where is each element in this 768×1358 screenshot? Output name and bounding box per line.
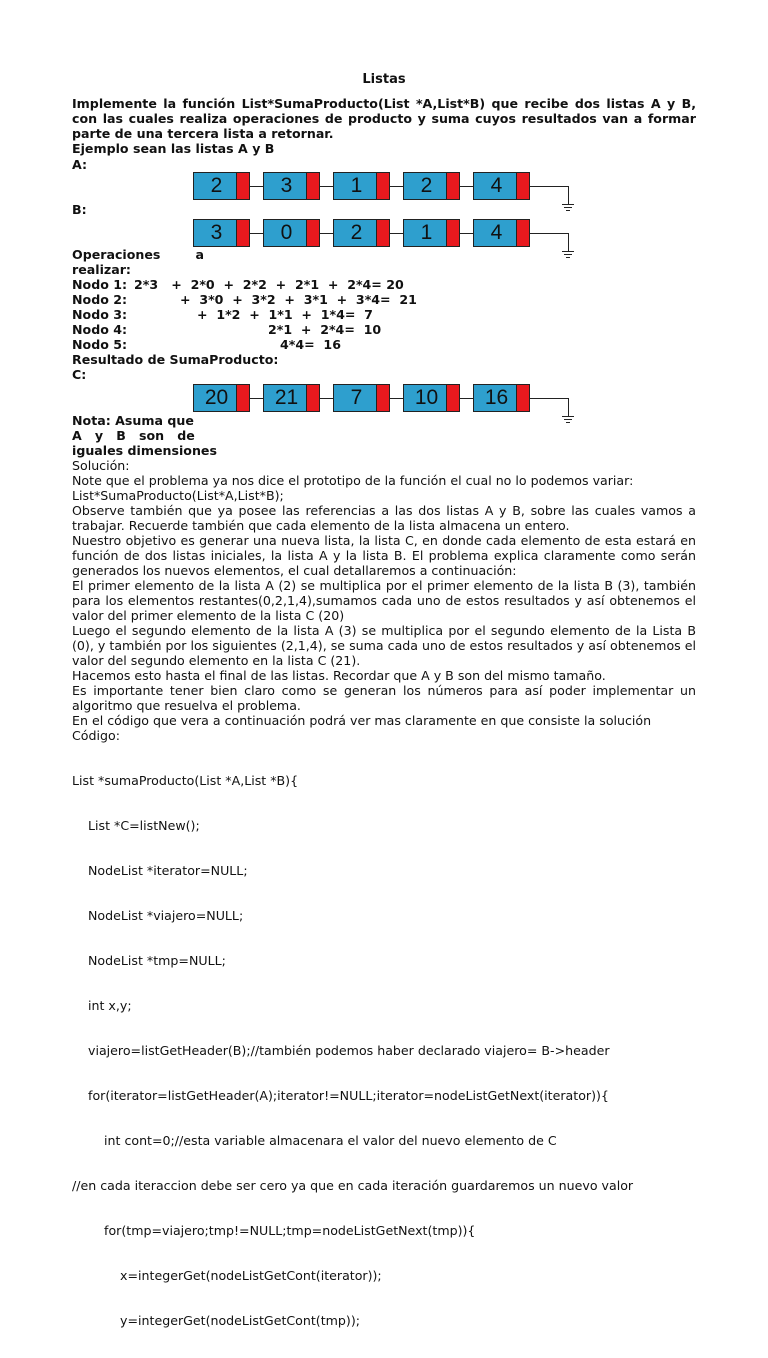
node-link-arrow <box>460 398 473 399</box>
node-value: 20 <box>204 386 229 409</box>
node-link-arrow <box>250 398 263 399</box>
page-title: Listas <box>362 72 406 87</box>
node-2-label: Nodo 2: <box>72 292 128 307</box>
node-link-arrow <box>250 233 263 234</box>
label-list-a: A: <box>72 157 88 172</box>
list-node <box>403 172 460 200</box>
code-line: List *C=listNew(); <box>72 818 200 833</box>
node-link-arrow <box>250 186 263 187</box>
code-block <box>72 743 633 1358</box>
node-value: 1 <box>420 221 433 244</box>
code-line: for(iterator=listGetHeader(A);iterator!=NULL;iterator=nodeListGetNext(iterator)){ <box>72 1088 609 1103</box>
paragraph: Código: <box>72 728 120 743</box>
ground-line <box>564 207 572 208</box>
node-value: 1 <box>350 174 363 197</box>
null-link <box>530 186 568 187</box>
node-link-arrow <box>390 233 403 234</box>
node-5-expr: 4*4= 16 <box>280 337 341 352</box>
code-line: int x,y; <box>72 998 132 1013</box>
ground-line <box>566 210 570 211</box>
list-node <box>333 219 390 247</box>
ground-line <box>562 204 574 205</box>
ground-null-icon <box>568 398 569 416</box>
ground-line <box>562 251 574 252</box>
paragraph: Nuestro objetivo es generar una nueva lista, la lista C, en donde cada elemento de esta estará en función de dos listas iniciales, la lista A y la lista B. El problema explica claramente como serán generados los nuevos elementos, el cual detallaremos a continuación: <box>72 533 696 578</box>
null-link <box>530 398 568 399</box>
node-link-arrow <box>390 186 403 187</box>
node-value: 21 <box>274 386 299 409</box>
node-next-pointer <box>376 220 389 246</box>
note-line-1: Nota: Asuma que <box>72 413 194 428</box>
node-5-label: Nodo 5: <box>72 337 128 352</box>
node-3-label: Nodo 3: <box>72 307 128 322</box>
node-value: 3 <box>210 221 223 244</box>
ground-line <box>566 257 570 258</box>
node-1-expr: 2*3 + 2*0 + 2*2 + 2*1 + 2*4= 20 <box>134 277 404 292</box>
example-line: Ejemplo sean las listas A y B <box>72 141 275 156</box>
node-value: 2 <box>420 174 433 197</box>
node-value: 2 <box>210 174 223 197</box>
code-line: //en cada iteraccion debe ser cero ya que en cada iteración guardaremos un nuevo valor <box>72 1178 634 1193</box>
node-value: 4 <box>490 174 503 197</box>
node-next-pointer <box>376 173 389 199</box>
node-value: 16 <box>484 386 509 409</box>
node-1-label: Nodo 1: <box>72 277 128 292</box>
node-link-arrow <box>320 186 333 187</box>
paragraph: Luego el segundo elemento de la lista A (3) se multiplica por el segundo elemento de la Lista B (0), y también por los siguientes (2,1,4), se suma cada uno de estos resultados y así obtenemos el valor del segundo elemento en la lista C (21). <box>72 623 696 668</box>
code-line: x=integerGet(nodeListGetCont(iterator)); <box>72 1268 382 1283</box>
list-node <box>403 384 460 412</box>
code-line: viajero=listGetHeader(B);//también podemos haber declarado viajero= B->header <box>72 1043 610 1058</box>
node-value: 10 <box>414 386 439 409</box>
ground-line <box>562 416 574 417</box>
node-next-pointer <box>446 220 459 246</box>
list-node <box>473 384 530 412</box>
list-node <box>263 219 320 247</box>
paragraph: Es importante tener bien claro como se generan los números para así poder implementar un algoritmo que resuelva el problema. <box>72 683 696 713</box>
code-line: int cont=0;//esta variable almacenara el valor del nuevo elemento de C <box>72 1133 557 1148</box>
code-line: NodeList *viajero=NULL; <box>72 908 244 923</box>
list-node <box>193 384 250 412</box>
node-next-pointer <box>306 220 319 246</box>
problem-statement <box>72 96 696 156</box>
node-link-arrow <box>460 233 473 234</box>
ground-null-icon <box>568 186 569 204</box>
node-next-pointer <box>306 385 319 411</box>
paragraph: El primer elemento de la lista A (2) se multiplica por el primer elemento de la lista B (3), también para los elementos restantes(0,2,1,4),sumamos cada uno de estos resultados y así obtenemos el valor del primer elemento de la lista C (20) <box>72 578 696 623</box>
node-next-pointer <box>516 385 529 411</box>
result-heading: Resultado de SumaProducto: <box>72 352 279 367</box>
node-2-expr: + 3*0 + 3*2 + 3*1 + 3*4= 21 <box>180 292 417 307</box>
node-next-pointer <box>236 385 249 411</box>
node-value: 4 <box>490 221 503 244</box>
null-link <box>530 233 568 234</box>
node-next-pointer <box>446 385 459 411</box>
node-value: 0 <box>280 221 293 244</box>
intro-text: Implemente la función List*SumaProducto(List *A,List*B) que recibe dos listas A y B, con las cuales realiza operaciones de producto y suma cuyos resultados van a formar parte de una tercera lista a retornar. <box>72 96 696 141</box>
node-next-pointer <box>306 173 319 199</box>
node-next-pointer <box>236 173 249 199</box>
code-line: NodeList *tmp=NULL; <box>72 953 226 968</box>
ground-null-icon <box>568 233 569 251</box>
node-4-expr: 2*1 + 2*4= 10 <box>268 322 382 337</box>
list-node <box>193 172 250 200</box>
node-4-label: Nodo 4: <box>72 322 128 337</box>
ground-line <box>564 419 572 420</box>
note-line-3: iguales dimensiones <box>72 443 217 458</box>
list-node <box>333 384 390 412</box>
solution-heading: Solución: <box>72 458 130 473</box>
list-node <box>473 172 530 200</box>
paragraph: Note que el problema ya nos dice el prototipo de la función el cual no lo podemos variar: <box>72 473 634 488</box>
code-line: y=integerGet(nodeListGetCont(tmp)); <box>72 1313 360 1328</box>
operations-heading-2: realizar: <box>72 262 131 277</box>
node-next-pointer <box>516 173 529 199</box>
note-line-2: A y B son de <box>72 428 195 443</box>
node-link-arrow <box>460 186 473 187</box>
paragraph: List*SumaProducto(List*A,List*B); <box>72 488 284 503</box>
node-value: 3 <box>280 174 293 197</box>
ground-line <box>566 422 570 423</box>
solution-text <box>72 458 696 743</box>
node-next-pointer <box>376 385 389 411</box>
node-next-pointer <box>516 220 529 246</box>
node-link-arrow <box>320 233 333 234</box>
node-next-pointer <box>446 173 459 199</box>
label-list-c: C: <box>72 367 87 382</box>
paragraph: Observe también que ya posee las referencias a las dos listas A y B, sobre las cuales vamos a trabajar. Recuerde también que cada elemento de la lista almacena un entero. <box>72 503 696 533</box>
node-value: 7 <box>350 386 363 409</box>
code-line: NodeList *iterator=NULL; <box>72 863 248 878</box>
node-link-arrow <box>390 398 403 399</box>
code-line: List *sumaProducto(List *A,List *B){ <box>72 773 299 788</box>
node-3-expr: + 1*2 + 1*1 + 1*4= 7 <box>197 307 373 322</box>
node-link-arrow <box>320 398 333 399</box>
operations-heading-1: Operaciones a <box>72 247 204 262</box>
label-list-b: B: <box>72 202 87 217</box>
code-line: for(tmp=viajero;tmp!=NULL;tmp=nodeListGetNext(tmp)){ <box>72 1223 476 1238</box>
paragraph: Hacemos esto hasta el final de las listas. Recordar que A y B son del mismo tamaño. <box>72 668 606 683</box>
node-next-pointer <box>236 220 249 246</box>
list-node <box>263 384 320 412</box>
list-node <box>473 219 530 247</box>
list-node <box>193 219 250 247</box>
list-node <box>403 219 460 247</box>
paragraph: En el código que vera a continuación podrá ver mas claramente en que consiste la solución <box>72 713 652 728</box>
node-value: 2 <box>350 221 363 244</box>
list-node <box>333 172 390 200</box>
ground-line <box>564 254 572 255</box>
list-node <box>263 172 320 200</box>
